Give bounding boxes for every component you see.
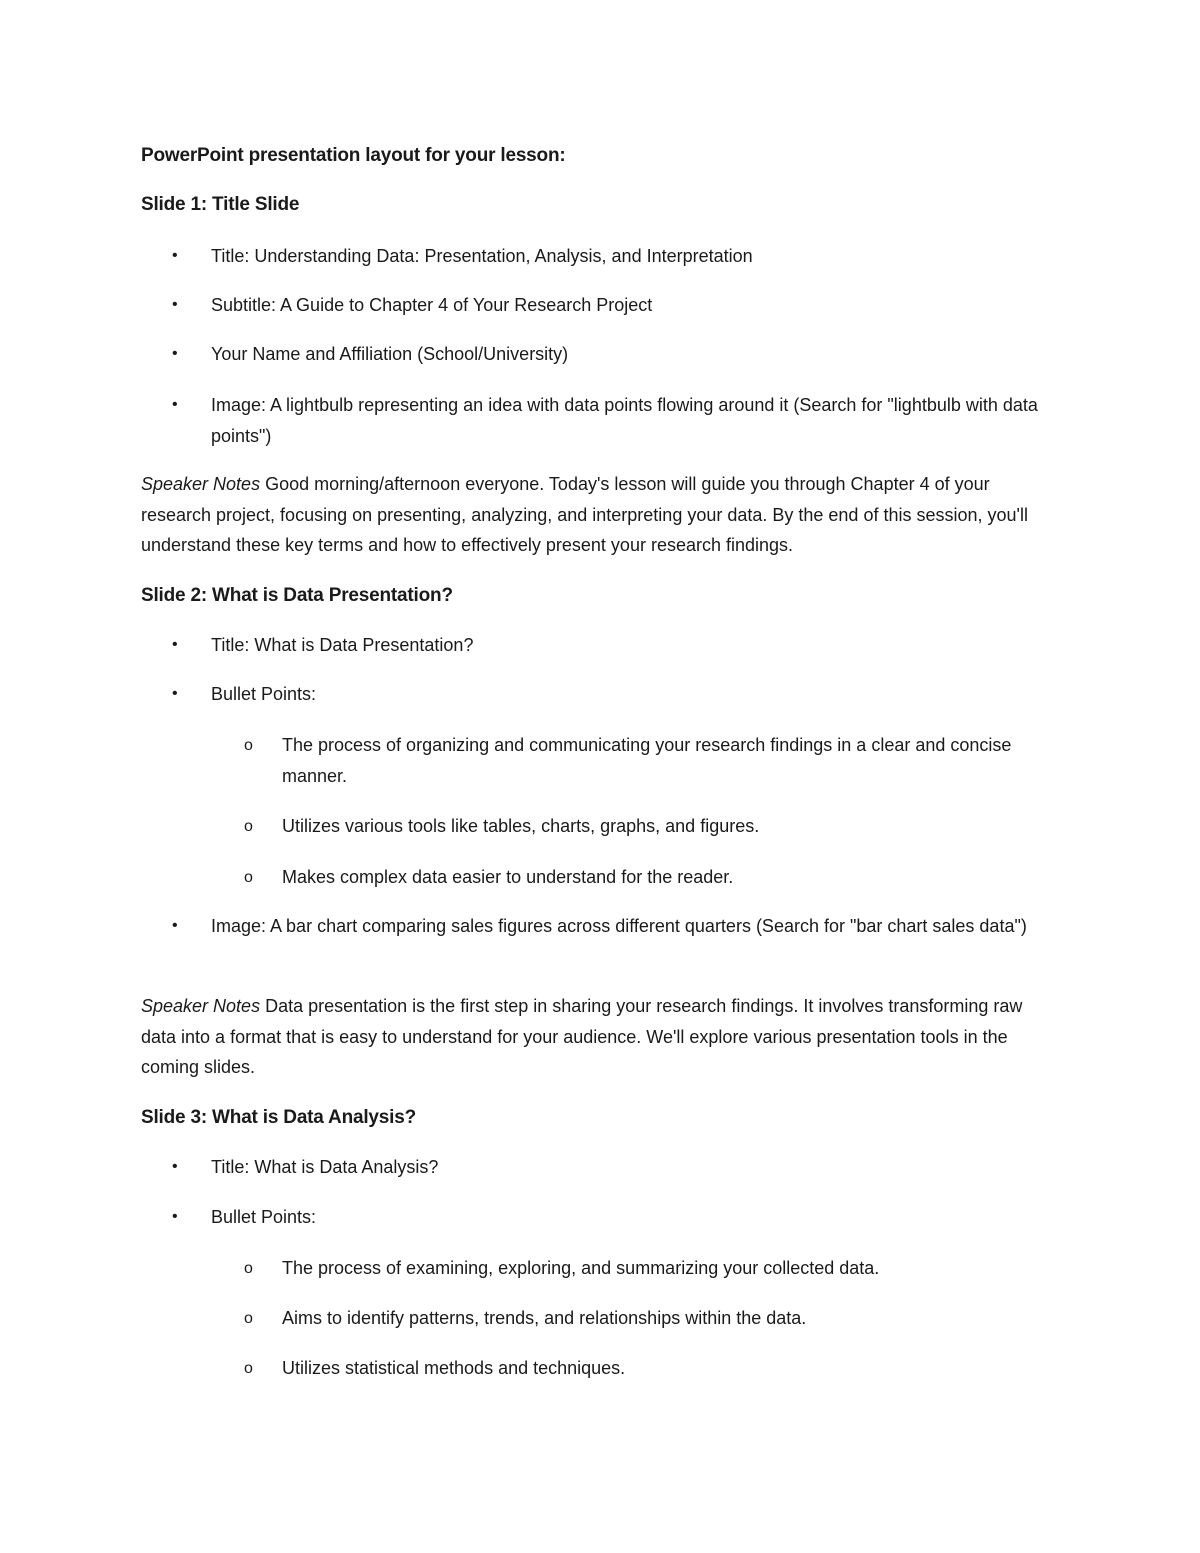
sub-list-item-text: Makes complex data easier to understand for the reader. bbox=[282, 867, 734, 887]
page-title: PowerPoint presentation layout for your lesson: bbox=[141, 145, 566, 166]
list-item-text: Bullet Points: bbox=[211, 1207, 317, 1227]
list-item bbox=[172, 911, 1062, 942]
speaker-notes-text: Good morning/afternoon everyone. Today's lesson will guide you through Chapter 4 of your research project, focusing on presenting, analyzing, and interpreting your data. By the end of this session, you'll understand these key terms and how to effectively present your research findings. bbox=[141, 474, 1028, 555]
slide-2-heading: Slide 2: What is Data Presentation? bbox=[141, 585, 453, 606]
list-item bbox=[172, 1202, 1062, 1233]
sub-list-item-text: Utilizes statistical methods and techniques. bbox=[282, 1358, 626, 1378]
bullet-icon: • bbox=[172, 396, 178, 413]
bullet-icon: • bbox=[172, 345, 178, 362]
list-item-text: Bullet Points: bbox=[211, 684, 317, 704]
list-item bbox=[172, 241, 1062, 272]
sub-bullet-icon: o bbox=[244, 818, 253, 835]
sub-bullet-icon: o bbox=[244, 1310, 253, 1327]
sub-list-item-text: The process of organizing and communicating your research findings in a clear and concise manner. bbox=[282, 735, 1012, 786]
sub-list-item bbox=[244, 1353, 1062, 1384]
list-item-text: Subtitle: A Guide to Chapter 4 of Your Research Project bbox=[211, 295, 653, 315]
list-item bbox=[172, 390, 1062, 451]
sub-list-item-text: Utilizes various tools like tables, charts, graphs, and figures. bbox=[282, 816, 760, 836]
bullet-icon: • bbox=[172, 685, 178, 702]
list-item-text: Title: What is Data Analysis? bbox=[211, 1157, 439, 1177]
sub-list-item bbox=[244, 862, 1062, 893]
sub-bullet-icon: o bbox=[244, 737, 253, 754]
speaker-notes bbox=[141, 991, 1061, 1083]
speaker-notes-text: Data presentation is the first step in sharing your research findings. It involves transforming raw data into a format that is easy to understand for your audience. We'll explore various presentation tools in the coming slides. bbox=[141, 996, 1023, 1077]
list-item bbox=[172, 290, 1062, 321]
slide-1-heading: Slide 1: Title Slide bbox=[141, 194, 300, 215]
speaker-notes bbox=[141, 469, 1061, 561]
speaker-notes-label: Speaker Notes bbox=[141, 996, 261, 1016]
bullet-icon: • bbox=[172, 296, 178, 313]
bullet-icon: • bbox=[172, 247, 178, 264]
list-item-text: Title: What is Data Presentation? bbox=[211, 635, 474, 655]
sub-list-item bbox=[244, 811, 1062, 842]
list-item-text: Image: A bar chart comparing sales figures across different quarters (Search for "bar chart sales data") bbox=[211, 916, 1027, 936]
slide-3-heading: Slide 3: What is Data Analysis? bbox=[141, 1107, 417, 1128]
list-item bbox=[172, 630, 1062, 661]
bullet-icon: • bbox=[172, 1158, 178, 1175]
sub-list-item-text: The process of examining, exploring, and summarizing your collected data. bbox=[282, 1258, 880, 1278]
list-item-text: Your Name and Affiliation (School/University) bbox=[211, 344, 569, 364]
bullet-icon: • bbox=[172, 917, 178, 934]
sub-list-item bbox=[244, 1303, 1062, 1334]
bullet-icon: • bbox=[172, 636, 178, 653]
list-item bbox=[172, 1152, 1062, 1183]
sub-bullet-icon: o bbox=[244, 1360, 253, 1377]
bullet-icon: • bbox=[172, 1208, 178, 1225]
list-item-text: Title: Understanding Data: Presentation, Analysis, and Interpretation bbox=[211, 246, 753, 266]
list-item-text: Image: A lightbulb representing an idea with data points flowing around it (Search for "lightbulb with data points") bbox=[211, 395, 1038, 446]
list-item bbox=[172, 339, 1062, 370]
sub-list-item bbox=[244, 1253, 1062, 1284]
speaker-notes-label: Speaker Notes bbox=[141, 474, 261, 494]
list-item bbox=[172, 679, 1062, 710]
sub-list-item-text: Aims to identify patterns, trends, and relationships within the data. bbox=[282, 1308, 807, 1328]
sub-list-item bbox=[244, 730, 1062, 791]
sub-bullet-icon: o bbox=[244, 869, 253, 886]
sub-bullet-icon: o bbox=[244, 1260, 253, 1277]
